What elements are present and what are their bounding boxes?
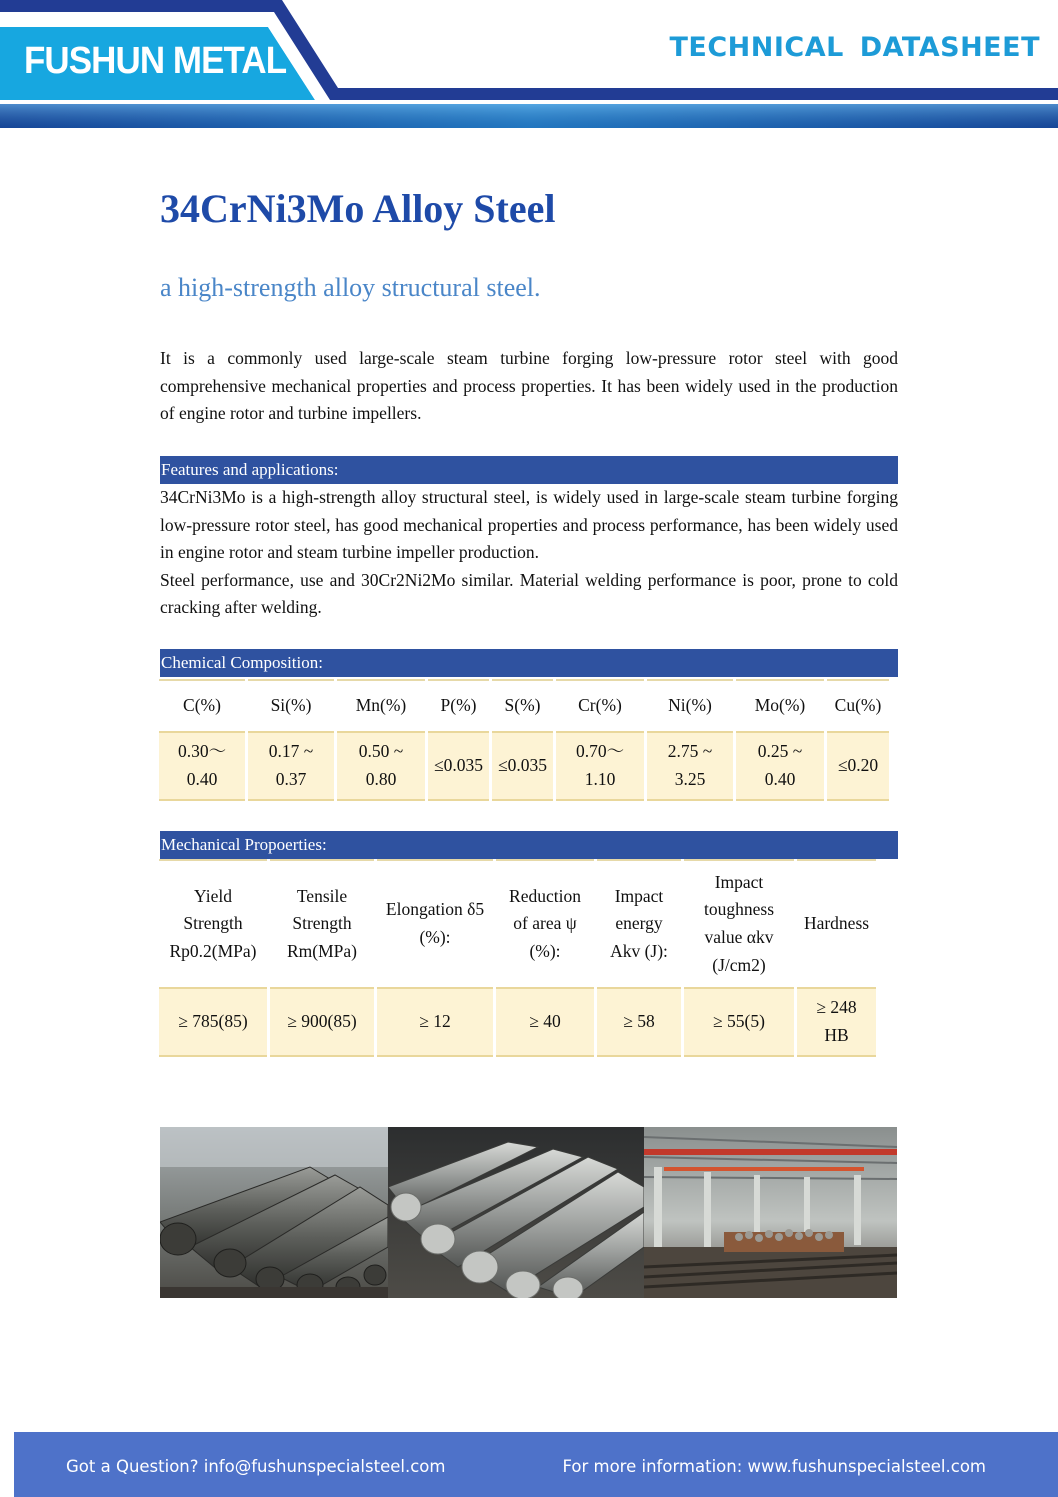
table-row	[159, 987, 876, 1057]
table-cell: ≤0.035	[492, 731, 553, 801]
column-header: Mo(%)	[736, 679, 824, 731]
footer-contact-email: Got a Question? info@fushunspecialsteel.com	[66, 1457, 446, 1476]
table-cell: ≥ 785(85)	[159, 987, 267, 1057]
column-header: Tensile Strength Rm(MPa)	[270, 859, 374, 987]
table-cell: 0.25 ~ 0.40	[736, 731, 824, 801]
steel-bars-photo	[160, 1127, 388, 1298]
table-cell: 2.75 ~ 3.25	[647, 731, 733, 801]
table-cell: 0.30～ 0.40	[159, 731, 245, 801]
table-cell: ≤0.20	[827, 731, 889, 801]
table-cell: ≤0.035	[428, 731, 489, 801]
chemical-composition-table	[156, 679, 892, 801]
column-header: Hardness	[797, 859, 876, 987]
table-cell: 0.70～ 1.10	[556, 731, 644, 801]
column-header: Elongation δ5 (%):	[377, 859, 493, 987]
features-paragraph: Steel performance, use and 30Cr2Ni2Mo similar. Material welding performance is poor, prone to cold cracking after welding.	[160, 569, 898, 618]
column-header: Mn(%)	[337, 679, 425, 731]
table-header-row	[159, 679, 889, 731]
intro-paragraph: It is a commonly used large-scale steam turbine forging low-pressure rotor steel with good comprehensive mechanical properties and process properties. It has been widely used in the production of engine rotor and turbine impellers.	[160, 348, 898, 424]
features-heading: Features and applications:	[160, 456, 898, 484]
page-footer	[14, 1432, 1058, 1497]
column-header: C(%)	[159, 679, 245, 731]
features-paragraph: 34CrNi3Mo is a high-strength alloy structural steel, is widely used in large-scale steam turbine forging low-pressure rotor steel, has good mechanical properties and process performance, has been widely used in engine rotor and steam turbine impeller production.	[160, 487, 898, 563]
page-subtitle: a high-strength alloy structural steel.	[160, 273, 541, 302]
document-type-label: TECHNICAL DATASHEET	[669, 32, 1040, 63]
page-header	[0, 0, 1058, 130]
chemical-composition-heading: Chemical Composition:	[160, 649, 898, 677]
product-photo-strip	[160, 1127, 897, 1298]
table-cell: ≥ 900(85)	[270, 987, 374, 1057]
brand-logo-text: FUSHUN METAL	[24, 40, 287, 82]
page-title: 34CrNi3Mo Alloy Steel	[160, 186, 556, 231]
column-header: Impact toughness value αkv (J/cm2)	[684, 859, 794, 987]
column-header: Cu(%)	[827, 679, 889, 731]
mechanical-properties-heading: Mechanical Propoerties:	[160, 831, 898, 859]
column-header: Yield Strength Rp0.2(MPa)	[159, 859, 267, 987]
table-cell: 0.17 ~ 0.37	[248, 731, 334, 801]
table-cell: ≥ 248 HB	[797, 987, 876, 1057]
column-header: Ni(%)	[647, 679, 733, 731]
mechanical-properties-table	[156, 859, 879, 1057]
warehouse-photo	[644, 1127, 897, 1298]
table-cell: ≥ 12	[377, 987, 493, 1057]
column-header: Cr(%)	[556, 679, 644, 731]
column-header: Si(%)	[248, 679, 334, 731]
table-row	[159, 731, 889, 801]
table-cell: 0.50 ~ 0.80	[337, 731, 425, 801]
table-cell: ≥ 55(5)	[684, 987, 794, 1057]
steel-rounds-photo	[388, 1127, 644, 1298]
column-header: S(%)	[492, 679, 553, 731]
table-header-row	[159, 859, 876, 987]
table-cell: ≥ 58	[597, 987, 681, 1057]
footer-website: For more information: www.fushunspecialsteel.com	[562, 1457, 986, 1476]
column-header: Reduction of area ψ (%):	[496, 859, 594, 987]
features-body	[160, 484, 898, 622]
table-cell: ≥ 40	[496, 987, 594, 1057]
column-header: P(%)	[428, 679, 489, 731]
column-header: Impact energy Akv (J):	[597, 859, 681, 987]
